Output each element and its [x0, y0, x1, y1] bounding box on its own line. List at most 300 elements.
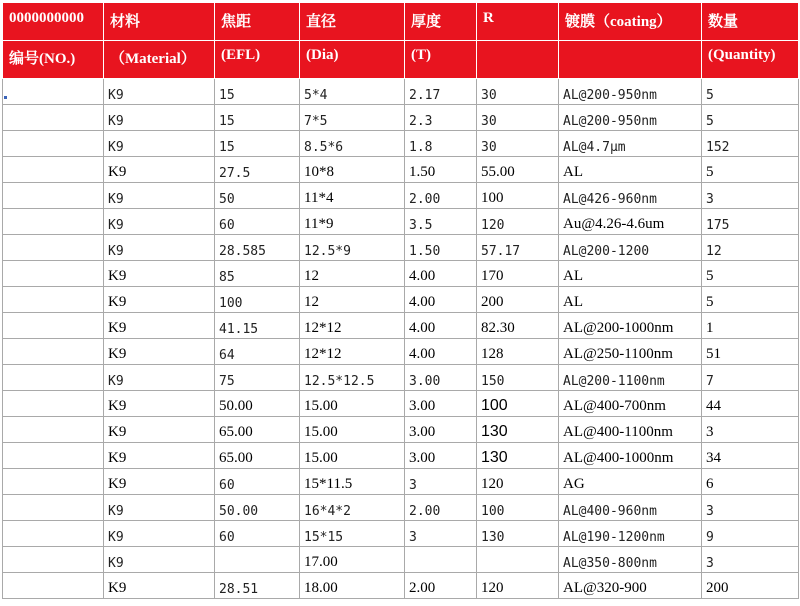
cell-text: 15 — [219, 140, 235, 155]
cell-text: 60 — [219, 218, 235, 233]
cell-coating — [559, 365, 702, 391]
header-r: R — [477, 3, 559, 41]
cell-text: 50 — [219, 192, 235, 207]
cell-text: 120 — [481, 580, 504, 596]
cell-text: K9 — [108, 424, 127, 440]
cell-text: 200 — [706, 580, 729, 596]
table-row — [3, 313, 799, 339]
cell-text: K9 — [108, 398, 127, 414]
cell-text: 15*11.5 — [304, 476, 353, 492]
cell-text: K9 — [108, 504, 124, 519]
cell-text: 30 — [481, 140, 497, 155]
cell-text: AL@190-1200nm — [563, 530, 665, 545]
cell-no — [3, 183, 104, 209]
cell-text: K9 — [108, 88, 124, 103]
cell-text: 15 — [219, 88, 235, 103]
header-coating: 镀膜（coating） — [559, 3, 702, 41]
cell-text: 12.5*12.5 — [304, 374, 375, 389]
cell-text: AL@200-950nm — [563, 114, 657, 129]
cell-efl — [215, 131, 300, 157]
cell-coating — [559, 105, 702, 131]
cell-coating — [559, 235, 702, 261]
cell-text: 30 — [481, 114, 497, 129]
cell-quantity — [702, 105, 799, 131]
cell-text: 175 — [706, 218, 730, 233]
cell-thickness — [405, 521, 477, 547]
cell-r — [477, 313, 559, 339]
cell-text: 11*4 — [304, 190, 334, 206]
cell-dia — [300, 391, 405, 417]
cell-dia — [300, 261, 405, 287]
cell-r — [477, 469, 559, 495]
cell-no — [3, 573, 104, 599]
cell-text: 3.00 — [409, 450, 436, 466]
cell-no — [3, 157, 104, 183]
cell-text: 2.00 — [409, 580, 436, 596]
cell-text: K9 — [108, 346, 127, 362]
cell-coating — [559, 469, 702, 495]
table-body — [3, 79, 799, 599]
cell-no — [3, 209, 104, 235]
cell-quantity — [702, 79, 799, 105]
cell-thickness — [405, 157, 477, 183]
cell-r — [477, 157, 559, 183]
cell-r — [477, 261, 559, 287]
cell-thickness — [405, 547, 477, 573]
cell-text: 170 — [481, 268, 504, 284]
header-r-sub — [477, 41, 559, 79]
cell-text: 3 — [706, 556, 714, 571]
cell-text: K9 — [108, 164, 127, 180]
header-no: 0000000000 — [3, 3, 104, 41]
cell-material — [104, 131, 215, 157]
cell-dia — [300, 79, 405, 105]
cell-thickness — [405, 339, 477, 365]
cell-text: AL@200-1200 — [563, 244, 650, 259]
cell-quantity — [702, 313, 799, 339]
cell-text: K9 — [108, 530, 124, 545]
header-material-sub: （Material） — [104, 41, 215, 79]
cell-text: 120 — [481, 218, 505, 233]
cell-text: AL@320-900 — [563, 580, 647, 596]
cell-r — [477, 235, 559, 261]
cell-text: 44 — [706, 398, 721, 414]
cell-text: AL — [563, 294, 583, 310]
cell-dia — [300, 547, 405, 573]
cell-thickness — [405, 417, 477, 443]
cell-text: 5*4 — [304, 88, 328, 103]
cell-efl — [215, 469, 300, 495]
table-row — [3, 573, 799, 599]
cell-quantity — [702, 573, 799, 599]
cell-efl — [215, 105, 300, 131]
header-quantity: 数量 — [702, 3, 799, 41]
cell-text: AL@250-1100nm — [563, 346, 673, 362]
cell-text: 1.50 — [409, 164, 436, 180]
cell-efl — [215, 417, 300, 443]
cell-r — [477, 79, 559, 105]
header-dia-sub: (Dia) — [300, 41, 405, 79]
header-efl: 焦距 — [215, 3, 300, 41]
cell-efl — [215, 547, 300, 573]
cell-text: 3.5 — [409, 218, 433, 233]
cell-text: 7 — [706, 374, 714, 389]
cell-no — [3, 105, 104, 131]
table-row — [3, 183, 799, 209]
cell-coating — [559, 79, 702, 105]
cell-text: 2.00 — [409, 192, 441, 207]
table-row — [3, 105, 799, 131]
cell-material — [104, 209, 215, 235]
cell-coating — [559, 391, 702, 417]
cell-quantity — [702, 495, 799, 521]
cell-efl — [215, 391, 300, 417]
cell-dia — [300, 443, 405, 469]
cell-quantity — [702, 287, 799, 313]
cell-text: AL@400-700nm — [563, 398, 666, 414]
table-row — [3, 131, 799, 157]
cell-text: 3.00 — [409, 424, 436, 440]
cell-efl — [215, 339, 300, 365]
cell-text: 17.00 — [304, 554, 338, 570]
cell-quantity — [702, 261, 799, 287]
cell-r — [477, 391, 559, 417]
cell-text: 3.00 — [409, 398, 436, 414]
cell-coating — [559, 131, 702, 157]
cell-material — [104, 417, 215, 443]
cell-material — [104, 339, 215, 365]
cell-text: 50.00 — [219, 398, 253, 414]
cell-text: AL@200-1100nm — [563, 374, 665, 389]
cell-coating — [559, 443, 702, 469]
cell-no — [3, 313, 104, 339]
cell-coating — [559, 417, 702, 443]
cell-text: 130 — [481, 423, 508, 440]
cell-dia — [300, 573, 405, 599]
cell-material — [104, 313, 215, 339]
cell-dia — [300, 209, 405, 235]
table-row — [3, 261, 799, 287]
cell-material — [104, 495, 215, 521]
cell-text: 28.585 — [219, 244, 266, 259]
cell-dia — [300, 469, 405, 495]
cell-text: 15.00 — [304, 450, 338, 466]
cell-dia — [300, 417, 405, 443]
cell-quantity — [702, 443, 799, 469]
header-efl-sub: (EFL) — [215, 41, 300, 79]
cell-text: 65.00 — [219, 450, 253, 466]
cell-text: K9 — [108, 476, 127, 492]
cell-dia — [300, 365, 405, 391]
cell-efl — [215, 495, 300, 521]
cell-thickness — [405, 469, 477, 495]
cell-material — [104, 573, 215, 599]
cell-coating — [559, 521, 702, 547]
cell-text: AG — [563, 476, 585, 492]
cell-marker — [4, 96, 7, 99]
cell-text: 15*15 — [304, 530, 344, 545]
cell-text: 41.15 — [219, 322, 259, 337]
cell-dia — [300, 157, 405, 183]
cell-efl — [215, 235, 300, 261]
cell-text: 12*12 — [304, 346, 342, 362]
cell-text: 100 — [481, 397, 508, 414]
cell-text: 18.00 — [304, 580, 338, 596]
cell-r — [477, 183, 559, 209]
cell-text: K9 — [108, 374, 124, 389]
cell-text: 85 — [219, 270, 235, 285]
cell-text: K9 — [108, 114, 124, 129]
cell-thickness — [405, 391, 477, 417]
cell-text: 28.51 — [219, 582, 259, 597]
cell-text: 5 — [706, 164, 714, 180]
cell-text: 100 — [481, 190, 504, 206]
table-row — [3, 365, 799, 391]
cell-dia — [300, 235, 405, 261]
cell-efl — [215, 573, 300, 599]
cell-material — [104, 105, 215, 131]
cell-text: 152 — [706, 140, 730, 155]
cell-thickness — [405, 365, 477, 391]
cell-text: 15 — [219, 114, 235, 129]
cell-efl — [215, 261, 300, 287]
cell-text: 8.5*6 — [304, 140, 344, 155]
table-header — [3, 3, 799, 79]
cell-dia — [300, 313, 405, 339]
cell-thickness — [405, 261, 477, 287]
table-row — [3, 235, 799, 261]
cell-text: 4.00 — [409, 320, 436, 336]
cell-thickness — [405, 105, 477, 131]
cell-no — [3, 547, 104, 573]
cell-efl — [215, 157, 300, 183]
cell-material — [104, 521, 215, 547]
cell-quantity — [702, 521, 799, 547]
cell-material — [104, 443, 215, 469]
cell-text: 2.3 — [409, 114, 433, 129]
cell-text: 3.00 — [409, 374, 441, 389]
cell-no — [3, 365, 104, 391]
cell-no — [3, 469, 104, 495]
cell-material — [104, 391, 215, 417]
cell-efl — [215, 209, 300, 235]
cell-text: 55.00 — [481, 164, 515, 180]
cell-text: 100 — [219, 296, 243, 311]
cell-no — [3, 79, 104, 105]
cell-material — [104, 547, 215, 573]
cell-quantity — [702, 365, 799, 391]
cell-thickness — [405, 131, 477, 157]
cell-no — [3, 261, 104, 287]
table-row — [3, 547, 799, 573]
cell-material — [104, 287, 215, 313]
cell-text: 65.00 — [219, 424, 253, 440]
cell-r — [477, 131, 559, 157]
header-thickness-sub: (T) — [405, 41, 477, 79]
cell-coating — [559, 339, 702, 365]
cell-thickness — [405, 443, 477, 469]
cell-text: 12 — [304, 268, 319, 284]
cell-text: 27.5 — [219, 166, 251, 181]
cell-text: 5 — [706, 268, 714, 284]
cell-no — [3, 495, 104, 521]
cell-text: 15.00 — [304, 398, 338, 414]
table-row — [3, 391, 799, 417]
table-row — [3, 495, 799, 521]
cell-r — [477, 547, 559, 573]
cell-r — [477, 339, 559, 365]
cell-thickness — [405, 313, 477, 339]
cell-text: K9 — [108, 450, 127, 466]
cell-quantity — [702, 469, 799, 495]
cell-r — [477, 495, 559, 521]
cell-text: 16*4*2 — [304, 504, 351, 519]
cell-coating — [559, 313, 702, 339]
table-row — [3, 287, 799, 313]
cell-text: 3 — [409, 478, 417, 493]
cell-text: AL@426-960nm — [563, 192, 657, 207]
cell-text: 4.00 — [409, 268, 436, 284]
cell-r — [477, 443, 559, 469]
cell-thickness — [405, 79, 477, 105]
cell-material — [104, 235, 215, 261]
cell-coating — [559, 287, 702, 313]
cell-coating — [559, 547, 702, 573]
table-row — [3, 79, 799, 105]
cell-text: K9 — [108, 192, 124, 207]
header-thickness: 厚度 — [405, 3, 477, 41]
cell-efl — [215, 521, 300, 547]
cell-text: AL — [563, 268, 583, 284]
cell-text: AL@350-800nm — [563, 556, 657, 571]
table-row — [3, 469, 799, 495]
header-row-2 — [3, 41, 799, 79]
cell-text: K9 — [108, 140, 124, 155]
cell-text: 5 — [706, 114, 714, 129]
cell-quantity — [702, 183, 799, 209]
cell-thickness — [405, 183, 477, 209]
cell-thickness — [405, 235, 477, 261]
cell-quantity — [702, 339, 799, 365]
cell-text: 12.5*9 — [304, 244, 351, 259]
cell-text: AL — [563, 164, 583, 180]
cell-text: K9 — [108, 580, 127, 596]
cell-no — [3, 417, 104, 443]
cell-r — [477, 417, 559, 443]
cell-efl — [215, 79, 300, 105]
cell-r — [477, 287, 559, 313]
cell-text: K9 — [108, 268, 127, 284]
cell-text: 130 — [481, 530, 505, 545]
cell-text: 30 — [481, 88, 497, 103]
cell-text: 128 — [481, 346, 504, 362]
cell-r — [477, 521, 559, 547]
cell-text: 1 — [706, 320, 714, 336]
cell-text: 7*5 — [304, 114, 328, 129]
cell-quantity — [702, 547, 799, 573]
cell-text: 1.50 — [409, 244, 441, 259]
cell-dia — [300, 339, 405, 365]
cell-text: 15.00 — [304, 424, 338, 440]
cell-quantity — [702, 391, 799, 417]
cell-text: AL@200-950nm — [563, 88, 657, 103]
cell-coating — [559, 209, 702, 235]
cell-no — [3, 131, 104, 157]
cell-text: 12*12 — [304, 320, 342, 336]
cell-text: K9 — [108, 244, 124, 259]
cell-r — [477, 105, 559, 131]
cell-text: AL@400-960nm — [563, 504, 657, 519]
cell-text: 5 — [706, 88, 714, 103]
cell-dia — [300, 105, 405, 131]
cell-text: 9 — [706, 530, 714, 545]
cell-material — [104, 183, 215, 209]
cell-coating — [559, 573, 702, 599]
header-dia: 直径 — [300, 3, 405, 41]
cell-quantity — [702, 417, 799, 443]
cell-text: 6 — [706, 476, 714, 492]
cell-text: 100 — [481, 504, 505, 519]
cell-text: 57.17 — [481, 244, 521, 259]
cell-text: 12 — [304, 294, 319, 310]
cell-no — [3, 521, 104, 547]
cell-text: 75 — [219, 374, 235, 389]
table-row — [3, 209, 799, 235]
product-spec-table — [2, 2, 799, 599]
cell-r — [477, 573, 559, 599]
table-row — [3, 339, 799, 365]
cell-text: 64 — [219, 348, 235, 363]
cell-text: 3 — [706, 424, 714, 440]
table-row — [3, 157, 799, 183]
cell-dia — [300, 287, 405, 313]
cell-text: 11*9 — [304, 216, 334, 232]
cell-no — [3, 339, 104, 365]
cell-r — [477, 365, 559, 391]
cell-no — [3, 287, 104, 313]
cell-r — [477, 209, 559, 235]
cell-text: 82.30 — [481, 320, 515, 336]
cell-text: AL@400-1100nm — [563, 424, 673, 440]
cell-thickness — [405, 287, 477, 313]
cell-dia — [300, 131, 405, 157]
cell-text: 60 — [219, 478, 235, 493]
cell-text: K9 — [108, 218, 124, 233]
header-quantity-sub: (Quantity) — [702, 41, 799, 79]
cell-coating — [559, 157, 702, 183]
cell-text: 130 — [481, 449, 508, 466]
cell-text: AL@400-1000nm — [563, 450, 674, 466]
cell-text: 2.17 — [409, 88, 441, 103]
cell-text: 200 — [481, 294, 504, 310]
cell-text: 10*8 — [304, 164, 334, 180]
cell-thickness — [405, 495, 477, 521]
cell-text: AL@200-1000nm — [563, 320, 674, 336]
cell-text: 5 — [706, 294, 714, 310]
cell-dia — [300, 521, 405, 547]
cell-text: K9 — [108, 556, 124, 571]
cell-material — [104, 365, 215, 391]
cell-text: 3 — [409, 530, 417, 545]
cell-text: 4.00 — [409, 346, 436, 362]
cell-quantity — [702, 157, 799, 183]
cell-quantity — [702, 131, 799, 157]
cell-material — [104, 469, 215, 495]
cell-thickness — [405, 573, 477, 599]
cell-text: 2.00 — [409, 504, 441, 519]
cell-efl — [215, 443, 300, 469]
cell-material — [104, 79, 215, 105]
